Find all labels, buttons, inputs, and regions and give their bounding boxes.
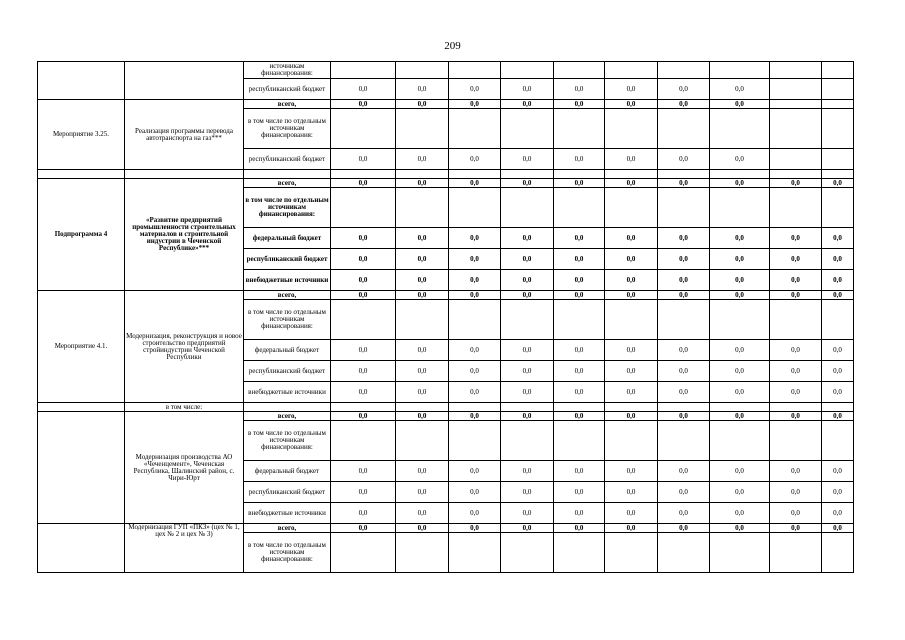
value-cell: 0,0 <box>770 461 822 482</box>
subsection-label: в том числе: <box>125 403 244 412</box>
value-cell: 0,0 <box>449 412 501 421</box>
value-cell: 0,0 <box>501 291 554 300</box>
value-cell: 0,0 <box>658 228 710 249</box>
value-cell <box>822 79 854 100</box>
value-cell: 0,0 <box>501 461 554 482</box>
funding-source: всего, <box>244 412 331 421</box>
value-cell: 0,0 <box>554 503 605 524</box>
value-cell: 0,0 <box>605 249 658 270</box>
value-cell: 0,0 <box>396 503 449 524</box>
value-cell: 0,0 <box>396 291 449 300</box>
value-cell: 0,0 <box>710 228 770 249</box>
value-cell: 0,0 <box>501 503 554 524</box>
value-cell: 0,0 <box>554 291 605 300</box>
value-cell: 0,0 <box>554 482 605 503</box>
value-cell: 0,0 <box>396 361 449 382</box>
value-cell: 0,0 <box>331 291 396 300</box>
value-cell: 0,0 <box>449 249 501 270</box>
value-cell: 0,0 <box>449 291 501 300</box>
value-cell: 0,0 <box>822 291 854 300</box>
row-title-cell: Мероприятие 4.1. <box>38 291 125 403</box>
value-cell: 0,0 <box>822 340 854 361</box>
value-cell <box>822 100 854 109</box>
value-cell: 0,0 <box>396 412 449 421</box>
funding-source: федеральный бюджет <box>244 228 331 249</box>
value-cell: 0,0 <box>554 340 605 361</box>
value-cell: 0,0 <box>658 270 710 291</box>
value-cell: 0,0 <box>822 461 854 482</box>
value-cell: 0,0 <box>449 361 501 382</box>
value-cell: 0,0 <box>605 149 658 170</box>
value-cell: 0,0 <box>449 270 501 291</box>
value-cell: 0,0 <box>822 228 854 249</box>
value-cell: 0,0 <box>449 482 501 503</box>
value-cell: 0,0 <box>605 228 658 249</box>
value-cell: 0,0 <box>770 382 822 403</box>
funding-source: республиканский бюджет <box>244 249 331 270</box>
row-description-cell: Реализация программы перевода автотранспорта на газ*** <box>125 100 244 170</box>
funding-source: федеральный бюджет <box>244 340 331 361</box>
value-cell: 0,0 <box>331 412 396 421</box>
funding-source: республиканский бюджет <box>244 361 331 382</box>
value-cell: 0,0 <box>770 249 822 270</box>
value-cell: 0,0 <box>710 149 770 170</box>
funding-source <box>244 403 331 412</box>
value-cell: 0,0 <box>605 382 658 403</box>
funding-source: всего, <box>244 291 331 300</box>
page-number: 209 <box>444 40 461 52</box>
value-cell: 0,0 <box>554 79 605 100</box>
value-cell: 0,0 <box>396 270 449 291</box>
value-cell: 0,0 <box>331 361 396 382</box>
row-title-cell: Подпрограмма 4 <box>38 179 125 291</box>
funding-source: республиканский бюджет <box>244 482 331 503</box>
value-cell: 0,0 <box>605 270 658 291</box>
funding-source: в том числе по отдельным источникам финансирования: <box>244 109 331 149</box>
value-cell: 0,0 <box>331 270 396 291</box>
value-cell: 0,0 <box>658 249 710 270</box>
value-cell: 0,0 <box>770 412 822 421</box>
row-title-cell <box>38 62 125 100</box>
value-cell: 0,0 <box>770 291 822 300</box>
value-cell: 0,0 <box>554 461 605 482</box>
value-cell: 0,0 <box>449 382 501 403</box>
value-cell: 0,0 <box>605 461 658 482</box>
value-cell: 0,0 <box>501 412 554 421</box>
value-cell: 0,0 <box>605 503 658 524</box>
value-cell: 0,0 <box>710 361 770 382</box>
value-cell: 0,0 <box>605 482 658 503</box>
value-cell: 0,0 <box>554 100 605 109</box>
value-cell: 0,0 <box>396 228 449 249</box>
value-cell: 0,0 <box>449 79 501 100</box>
value-cell: 0,0 <box>770 340 822 361</box>
value-cell: 0,0 <box>396 524 449 533</box>
value-cell: 0,0 <box>822 361 854 382</box>
value-cell: 0,0 <box>658 291 710 300</box>
value-cell: 0,0 <box>822 412 854 421</box>
value-cell: 0,0 <box>501 524 554 533</box>
value-cell: 0,0 <box>331 79 396 100</box>
value-cell: 0,0 <box>770 228 822 249</box>
value-cell: 0,0 <box>710 482 770 503</box>
value-cell: 0,0 <box>331 382 396 403</box>
row-title-cell <box>38 524 125 573</box>
value-cell: 0,0 <box>658 340 710 361</box>
value-cell: 0,0 <box>331 179 396 188</box>
value-cell: 0,0 <box>605 100 658 109</box>
value-cell: 0,0 <box>501 382 554 403</box>
value-cell: 0,0 <box>331 340 396 361</box>
value-cell: 0,0 <box>331 149 396 170</box>
value-cell: 0,0 <box>501 79 554 100</box>
value-cell: 0,0 <box>822 503 854 524</box>
value-cell: 0,0 <box>554 249 605 270</box>
value-cell: 0,0 <box>449 228 501 249</box>
funding-source: всего, <box>244 100 331 109</box>
row-description-cell: «Развитие предприятий промышленности строительных материалов и строительной индустрии в Чеченской Республике»*** <box>125 179 244 291</box>
value-cell: 0,0 <box>605 340 658 361</box>
value-cell: 0,0 <box>554 382 605 403</box>
value-cell: 0,0 <box>501 361 554 382</box>
row-description-cell: Модернизация, реконструкция и новое строительство предприятий стройиндустрии Чеченской Республики <box>125 291 244 403</box>
value-cell <box>770 100 822 109</box>
value-cell: 0,0 <box>501 100 554 109</box>
value-cell: 0,0 <box>710 270 770 291</box>
budget-table <box>37 61 854 573</box>
funding-source: в том числе по отдельным источникам финансирования: <box>244 188 331 228</box>
value-cell: 0,0 <box>396 79 449 100</box>
value-cell: 0,0 <box>710 382 770 403</box>
value-cell: 0,0 <box>710 503 770 524</box>
value-cell: 0,0 <box>605 179 658 188</box>
value-cell: 0,0 <box>605 361 658 382</box>
value-cell: 0,0 <box>449 100 501 109</box>
value-cell: 0,0 <box>396 249 449 270</box>
funding-source: республиканский бюджет <box>244 79 331 100</box>
value-cell: 0,0 <box>822 482 854 503</box>
value-cell: 0,0 <box>554 361 605 382</box>
value-cell: 0,0 <box>554 228 605 249</box>
value-cell: 0,0 <box>449 503 501 524</box>
value-cell: 0,0 <box>501 482 554 503</box>
value-cell: 0,0 <box>501 249 554 270</box>
row-description-cell <box>125 62 244 100</box>
value-cell: 0,0 <box>331 249 396 270</box>
value-cell: 0,0 <box>449 340 501 361</box>
value-cell <box>770 149 822 170</box>
value-cell: 0,0 <box>658 503 710 524</box>
value-cell: 0,0 <box>331 100 396 109</box>
value-cell: 0,0 <box>770 361 822 382</box>
value-cell: 0,0 <box>710 79 770 100</box>
row-title-cell <box>38 412 125 524</box>
value-cell: 0,0 <box>449 524 501 533</box>
value-cell: 0,0 <box>605 524 658 533</box>
value-cell: 0,0 <box>710 291 770 300</box>
value-cell <box>770 79 822 100</box>
funding-source: республиканский бюджет <box>244 149 331 170</box>
value-cell: 0,0 <box>822 249 854 270</box>
row-description-cell: Модернизация ГУП «ПКЗ» (цех № 1, цех № 2 и цех № 3) <box>125 524 244 573</box>
value-cell: 0,0 <box>710 249 770 270</box>
value-cell: 0,0 <box>396 482 449 503</box>
value-cell: 0,0 <box>658 382 710 403</box>
row-title-cell: Мероприятие 3.25. <box>38 100 125 170</box>
value-cell: 0,0 <box>554 412 605 421</box>
funding-source: внебюджетные источники <box>244 382 331 403</box>
value-cell: 0,0 <box>449 179 501 188</box>
value-cell: 0,0 <box>331 503 396 524</box>
value-cell: 0,0 <box>658 361 710 382</box>
value-cell: 0,0 <box>770 270 822 291</box>
value-cell: 0,0 <box>658 461 710 482</box>
value-cell: 0,0 <box>396 149 449 170</box>
value-cell: 0,0 <box>605 412 658 421</box>
value-cell: 0,0 <box>658 482 710 503</box>
value-cell: 0,0 <box>396 100 449 109</box>
value-cell: 0,0 <box>658 524 710 533</box>
value-cell: 0,0 <box>770 524 822 533</box>
value-cell: 0,0 <box>396 461 449 482</box>
funding-source: в том числе по отдельным источникам финансирования: <box>244 421 331 461</box>
value-cell: 0,0 <box>770 482 822 503</box>
value-cell: 0,0 <box>822 524 854 533</box>
value-cell: 0,0 <box>501 179 554 188</box>
value-cell: 0,0 <box>554 149 605 170</box>
value-cell: 0,0 <box>710 412 770 421</box>
value-cell: 0,0 <box>770 503 822 524</box>
value-cell: 0,0 <box>605 291 658 300</box>
value-cell: 0,0 <box>658 149 710 170</box>
value-cell: 0,0 <box>396 382 449 403</box>
funding-source: источникам финансирования: <box>244 62 331 79</box>
value-cell: 0,0 <box>822 382 854 403</box>
value-cell: 0,0 <box>710 100 770 109</box>
value-cell: 0,0 <box>554 270 605 291</box>
value-cell <box>822 149 854 170</box>
value-cell: 0,0 <box>658 179 710 188</box>
value-cell: 0,0 <box>710 524 770 533</box>
funding-source: всего, <box>244 524 331 533</box>
value-cell: 0,0 <box>396 340 449 361</box>
value-cell: 0,0 <box>770 179 822 188</box>
funding-source: в том числе по отдельным источникам финансирования: <box>244 300 331 340</box>
value-cell: 0,0 <box>658 412 710 421</box>
value-cell: 0,0 <box>501 149 554 170</box>
value-cell: 0,0 <box>822 179 854 188</box>
value-cell: 0,0 <box>710 461 770 482</box>
value-cell: 0,0 <box>710 340 770 361</box>
funding-source: внебюджетные источники <box>244 503 331 524</box>
value-cell: 0,0 <box>658 79 710 100</box>
funding-source: внебюджетные источники <box>244 270 331 291</box>
funding-source: федеральный бюджет <box>244 461 331 482</box>
value-cell: 0,0 <box>658 100 710 109</box>
value-cell: 0,0 <box>710 179 770 188</box>
value-cell: 0,0 <box>331 482 396 503</box>
value-cell: 0,0 <box>501 228 554 249</box>
value-cell: 0,0 <box>501 270 554 291</box>
value-cell: 0,0 <box>554 179 605 188</box>
value-cell: 0,0 <box>331 228 396 249</box>
row-description-cell: Модернизация производства АО «Чеченцемент», Чеченская Республика, Шалинский район, с. Чири-Юрт <box>125 412 244 524</box>
value-cell: 0,0 <box>822 270 854 291</box>
value-cell: 0,0 <box>501 340 554 361</box>
value-cell: 0,0 <box>331 461 396 482</box>
value-cell: 0,0 <box>449 461 501 482</box>
value-cell: 0,0 <box>449 149 501 170</box>
funding-source: всего, <box>244 179 331 188</box>
funding-source: в том числе по отдельным источникам финансирования: <box>244 533 331 573</box>
value-cell: 0,0 <box>396 179 449 188</box>
value-cell: 0,0 <box>605 79 658 100</box>
value-cell: 0,0 <box>331 524 396 533</box>
value-cell: 0,0 <box>554 524 605 533</box>
